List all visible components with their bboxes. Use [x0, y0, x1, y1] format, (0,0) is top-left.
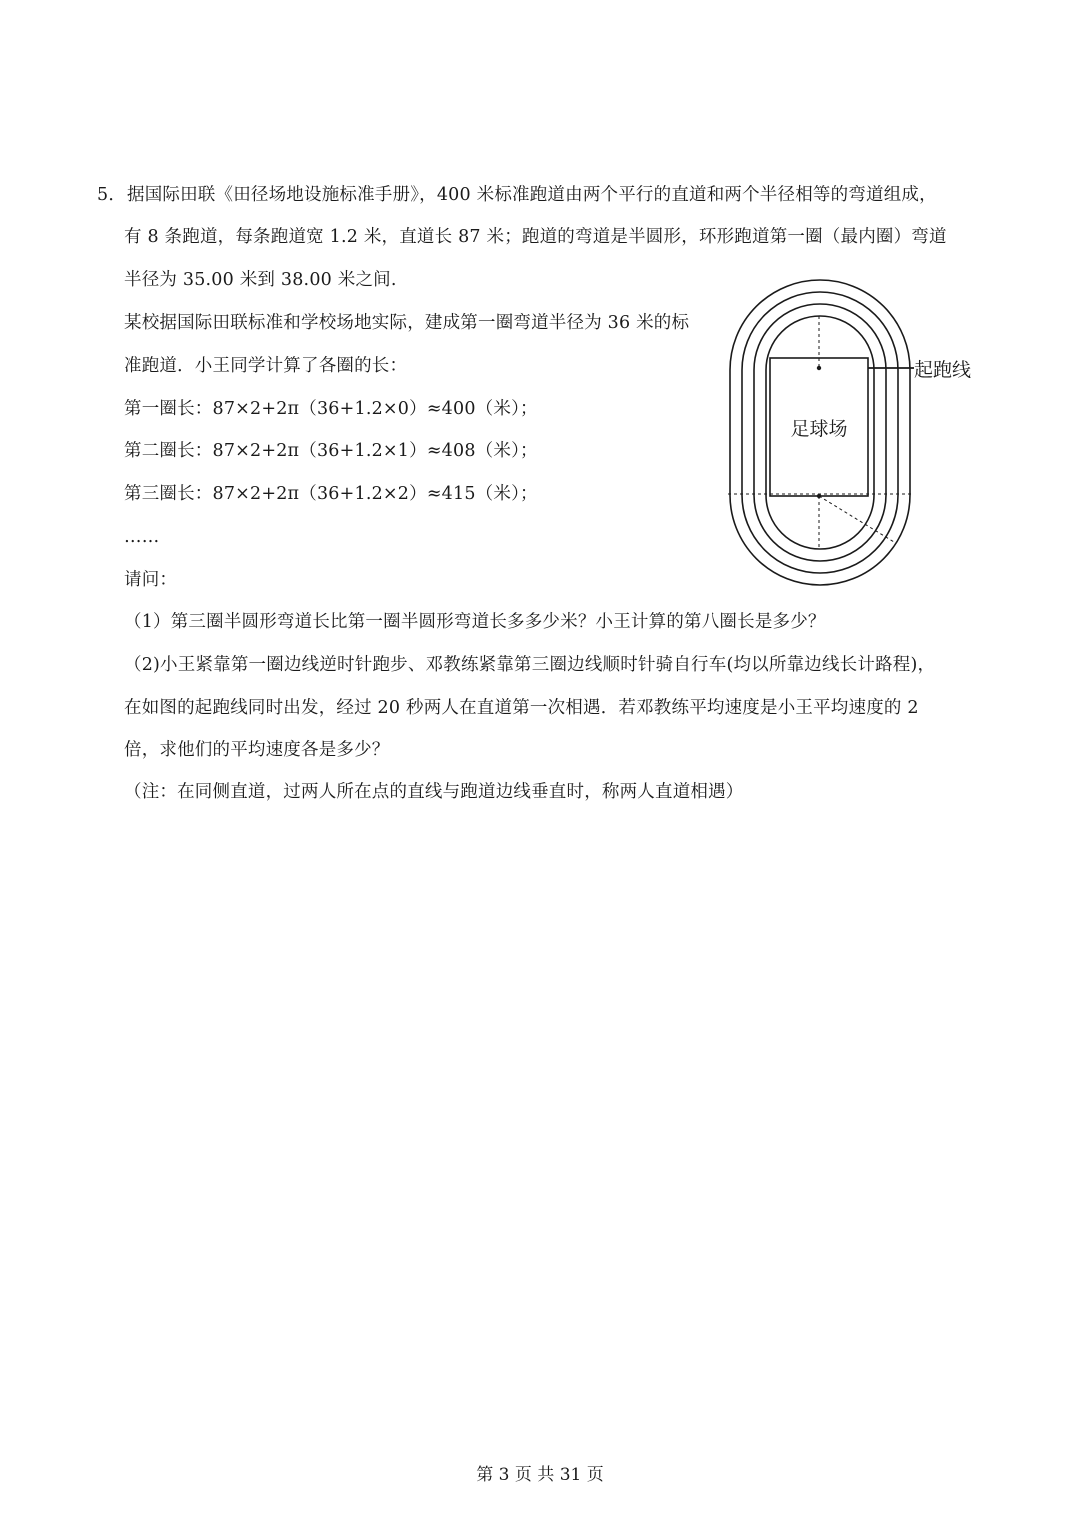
question-prompt: 请问：: [124, 570, 178, 590]
page-footer: 第 3 页 共 31 页: [476, 1465, 604, 1485]
sub-question-1: （1）第三圈半圆形弯道长比第一圈半圆形弯道长多多少米？小王计算的第八圈长是多少？: [124, 612, 826, 632]
sub-question-2-cont: 在如图的起跑线同时出发，经过 20 秒两人在直道第一次相遇．若邓教练平均速度是小王平均速度的 2: [124, 698, 919, 718]
start-line-label: 起跑线: [914, 359, 972, 381]
note: （注：在同侧直道，过两人所在点的直线与跑道边线垂直时，称两人直道相遇）: [124, 782, 744, 802]
question-text-line: 有 8 条跑道，每条跑道宽 1.2 米，直道长 87 米；跑道的弯道是半圆形，环形跑道第一圈（最内圈）弯道: [124, 227, 947, 247]
field-label: 足球场: [790, 418, 848, 440]
lap-3-formula: 第三圈长：87×2+2π（36+1.2×2）≈415（米）；: [124, 484, 538, 504]
lap-2-formula: 第二圈长：87×2+2π（36+1.2×1）≈408（米）；: [124, 441, 538, 461]
question-text-line: 据国际田联《田径场地设施标准手册》，400 米标准跑道由两个平行的直道和两个半径相等的弯道组成，: [127, 185, 937, 205]
sub-question-2: （2)小王紧靠第一圈边线逆时针跑步、邓教练紧靠第三圈边线顺时针骑自行车(均以所靠边线长计路程)，: [124, 655, 936, 675]
lap-1-formula: 第一圈长：87×2+2π（36+1.2×0）≈400（米）；: [124, 399, 538, 419]
ellipsis: ……: [124, 527, 160, 547]
question-text-line: 半径为 35.00 米到 38.00 米之间.: [124, 270, 397, 290]
question-text-line: 准跑道．小王同学计算了各圈的长：: [124, 356, 408, 376]
question-text-line: 某校据国际田联标准和学校场地实际，建成第一圈弯道半径为 36 米的标: [124, 313, 690, 333]
running-track-diagram: [718, 270, 998, 600]
question-number: 5．: [97, 185, 127, 205]
sub-question-2-cont: 倍，求他们的平均速度各是多少？: [124, 740, 390, 760]
